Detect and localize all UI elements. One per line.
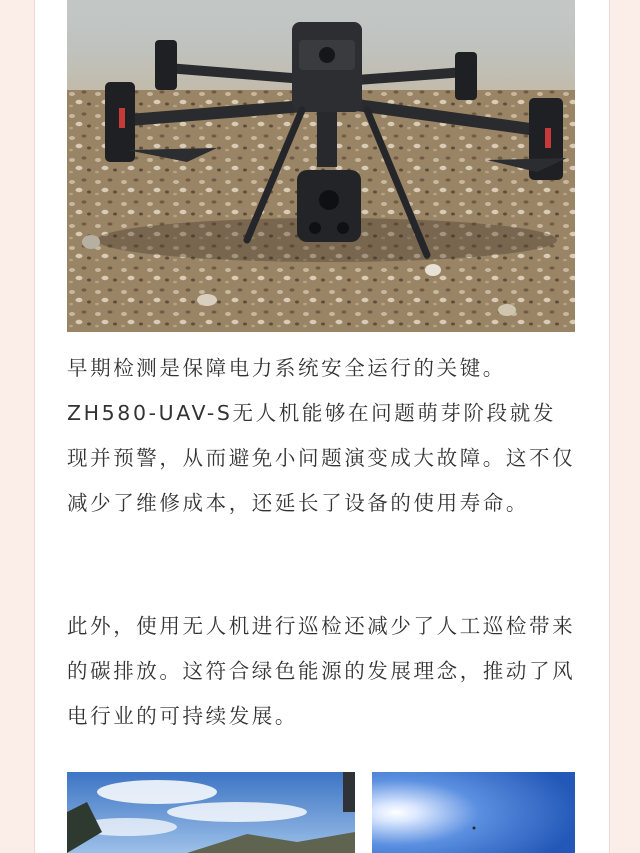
drone-photo [67, 0, 575, 332]
drone-on-gravel-image [67, 0, 575, 332]
sun-sky-image [372, 772, 575, 853]
article-card [34, 0, 610, 853]
article-paragraph-2: 此外，使用无人机进行巡检还减少了人工巡检带来的碳排放。这符合绿色能源的发展理念，推动了风电行业的可持续发展。 [67, 614, 576, 728]
sunny-sky-photo [372, 772, 575, 853]
article-paragraph-1: 早期检测是保障电力系统安全运行的关键。ZH580-UAV-S无人机能够在问题萌芽阶段就发现并预警，从而避免小问题演变成大故障。这不仅减少了维修成本，还延长了设备的使用寿命。 [67, 356, 576, 515]
mountain-sky-photo [67, 772, 355, 853]
mountain-clouds-image [67, 772, 355, 853]
